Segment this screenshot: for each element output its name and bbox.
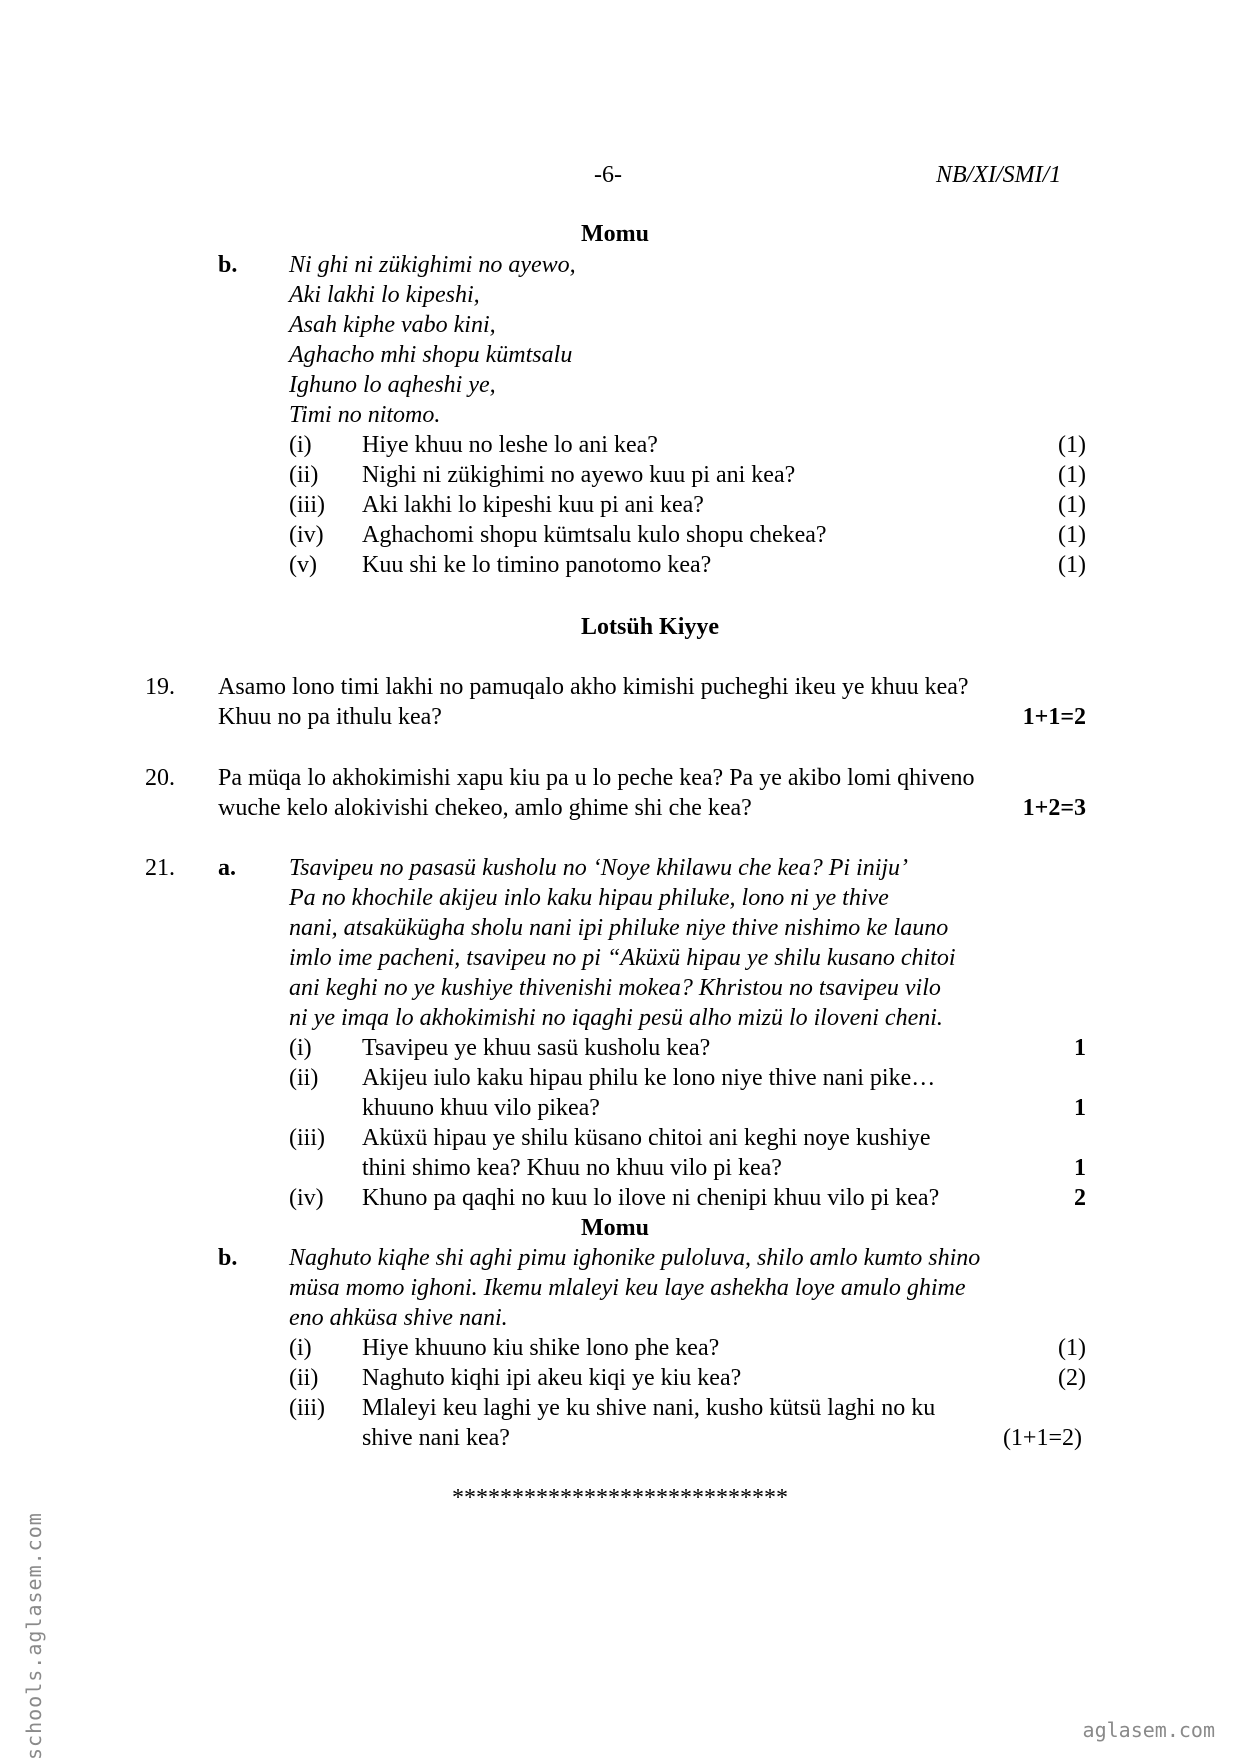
- question-number: 21.: [145, 855, 175, 881]
- passage-line: Pa no khochile akijeu inlo kaku hipau philuke, lono ni ye thive: [289, 885, 889, 911]
- question-marks: (1): [1058, 522, 1086, 548]
- question-number: (ii): [289, 1065, 319, 1091]
- question-marks: (1+1=2): [1002, 1425, 1082, 1451]
- passage-line: imlo ime pacheni, tsavipeu no pi “Aküxü hipau ye shilu kusano chitoi: [289, 945, 956, 971]
- question-text: Kuu shi ke lo timino panotomo kea?: [362, 552, 712, 578]
- question-text: Hiye khuuno kiu shike lono phe kea?: [362, 1335, 720, 1361]
- question-number: (iii): [289, 1395, 325, 1421]
- question-text: Aghachomi shopu kümtsalu kulo shopu chekea?: [362, 522, 827, 548]
- question-text: wuche kelo alokivishi chekeo, amlo ghime shi che kea?: [218, 795, 752, 821]
- poem-line: Timi no nitomo.: [289, 402, 441, 428]
- passage-line: Naghuto kiqhe shi aghi pimu ighonike puloluva, shilo amlo kumto shino: [289, 1245, 981, 1271]
- poem-line: Aghacho mhi shopu kümtsalu: [289, 342, 573, 368]
- poem-line: Ighuno lo aqheshi ye,: [289, 372, 496, 398]
- question-text: Asamo lono timi lakhi no pamuqalo akho kimishi pucheghi ikeu ye khuu kea?: [218, 674, 969, 700]
- question-text: Khuu no pa ithulu kea?: [218, 704, 442, 730]
- question-number: (ii): [289, 1365, 319, 1391]
- question-marks: 1+2=3: [1022, 795, 1086, 821]
- question-text: shive nani kea?: [362, 1425, 510, 1451]
- passage-line: ani keghi no ye kushiye thivenishi mokea? Khristou no tsavipeu vilo: [289, 975, 941, 1001]
- passage-line: nani, atsakükügha sholu nani ipi philuke niye thive nishimo ke launo: [289, 915, 949, 941]
- question-number: (v): [289, 552, 317, 578]
- question-text: Aki lakhi lo kipeshi kuu pi ani kea?: [362, 492, 704, 518]
- question-text: khuuno khuu vilo pikea?: [362, 1095, 600, 1121]
- question-text: Aküxü hipau ye shilu küsano chitoi ani keghi noye kushiye: [362, 1125, 931, 1151]
- question-text: Akijeu iulo kaku hipau philu ke lono niye thive nani pike…: [362, 1065, 936, 1091]
- part-label-b: b.: [218, 252, 238, 278]
- question-marks: 1: [1074, 1095, 1086, 1121]
- question-marks: 1: [1074, 1155, 1086, 1181]
- question-number: (iii): [289, 1125, 325, 1151]
- question-number: (i): [289, 1035, 312, 1061]
- question-text: Tsavipeu ye khuu sasü kusholu kea?: [362, 1035, 711, 1061]
- question-text: Naghuto kiqhi ipi akeu kiqi ye kiu kea?: [362, 1365, 742, 1391]
- poem-line: Asah kiphe vabo kini,: [289, 312, 496, 338]
- question-marks: 1+1=2: [1022, 704, 1086, 730]
- page-number: -6-: [594, 162, 622, 188]
- poem-line: Aki lakhi lo kipeshi,: [289, 282, 480, 308]
- question-number: 19.: [145, 674, 175, 700]
- question-text: Nighi ni zükighimi no ayewo kuu pi ani kea?: [362, 462, 796, 488]
- question-marks: 1: [1074, 1035, 1086, 1061]
- paper-code: NB/XI/SMI/1: [936, 162, 1062, 188]
- passage-line: eno ahküsa shive nani.: [289, 1305, 508, 1331]
- question-text: thini shimo kea? Khuu no khuu vilo pi kea?: [362, 1155, 782, 1181]
- question-text: Pa müqa lo akhokimishi xapu kiu pa u lo peche kea? Pa ye akibo lomi qhiveno: [218, 765, 975, 791]
- question-marks: (1): [1058, 462, 1086, 488]
- question-number: (iii): [289, 492, 325, 518]
- part-label-b: b.: [218, 1245, 238, 1271]
- question-number: (iv): [289, 1185, 324, 1211]
- question-number: (i): [289, 1335, 312, 1361]
- section-heading-momu: Momu: [581, 1215, 649, 1241]
- question-text: Khuno pa qaqhi no kuu lo ilove ni chenipi khuu vilo pi kea?: [362, 1185, 940, 1211]
- question-number: 20.: [145, 765, 175, 791]
- poem-line: Ni ghi ni zükighimi no ayewo,: [289, 252, 576, 278]
- passage-line: ni ye imqa lo akhokimishi no iqaghi pesü alho mizü lo iloveni cheni.: [289, 1005, 943, 1031]
- passage-line: Tsavipeu no pasasü kusholu no ‘Noye khilawu che kea? Pi iniju’: [289, 855, 909, 881]
- question-text: Mlaleyi keu laghi ye ku shive nani, kusho kütsü laghi no ku: [362, 1395, 936, 1421]
- question-marks: 2: [1074, 1185, 1086, 1211]
- question-marks: (1): [1058, 432, 1086, 458]
- question-marks: (1): [1058, 492, 1086, 518]
- question-number: (i): [289, 432, 312, 458]
- question-number: (iv): [289, 522, 324, 548]
- passage-line: müsa momo ighoni. Ikemu mlaleyi keu laye ashekha loye amulo ghime: [289, 1275, 966, 1301]
- end-of-paper-stars: ****************************: [452, 1485, 788, 1511]
- question-marks: (1): [1058, 1335, 1086, 1361]
- part-label-a: a.: [218, 855, 236, 881]
- question-text: Hiye khuu no leshe lo ani kea?: [362, 432, 658, 458]
- section-heading-momu: Momu: [581, 221, 649, 247]
- side-watermark: schools.aglasem.com: [22, 1512, 46, 1760]
- question-marks: (1): [1058, 552, 1086, 578]
- bottom-right-watermark: aglasem.com: [1082, 1718, 1215, 1742]
- section-heading-lotsuh-kiyye: Lotsüh Kiyye: [581, 614, 720, 640]
- question-marks: (2): [1058, 1365, 1086, 1391]
- question-number: (ii): [289, 462, 319, 488]
